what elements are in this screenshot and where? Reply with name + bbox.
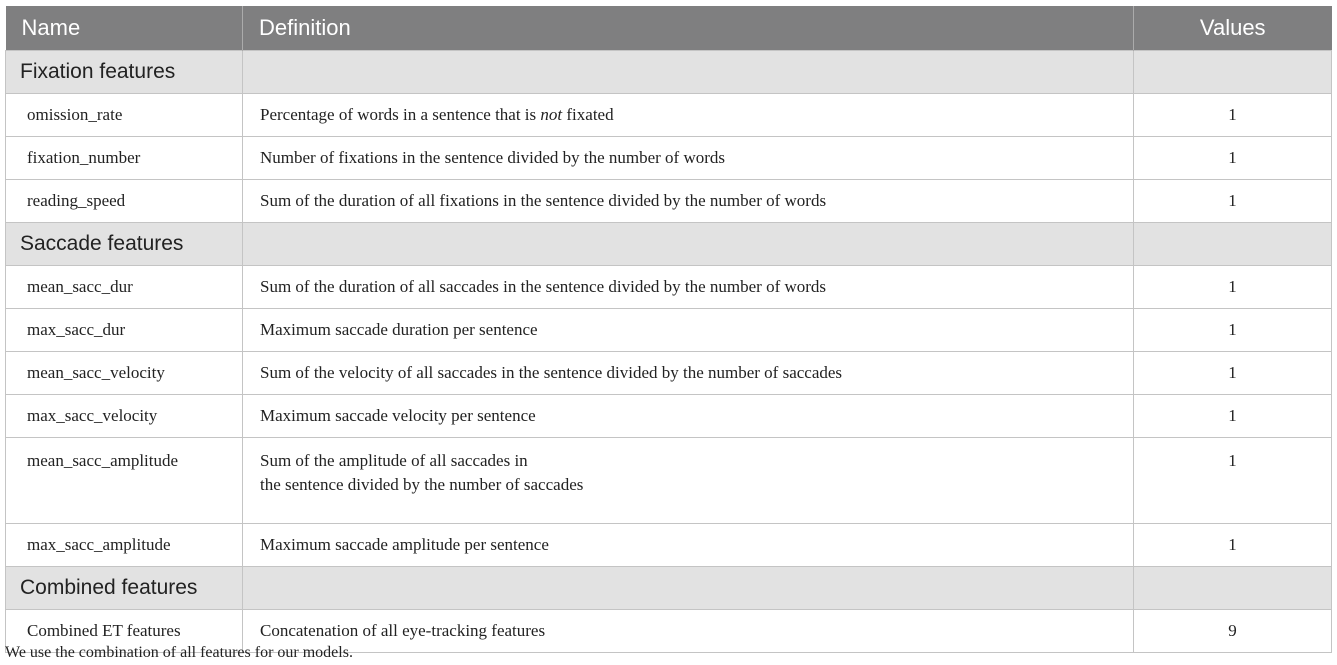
feature-name: max_sacc_velocity [6,395,243,438]
section-empty-cell [243,223,1134,266]
feature-name: mean_sacc_velocity [6,352,243,395]
feature-definition [243,309,1134,352]
feature-value: 1 [1134,94,1332,137]
definition-text: Maximum saccade amplitude per sentence [260,535,549,554]
features-table [5,6,1332,653]
header-definition: Definition [243,6,1134,51]
definition-text: Maximum saccade duration per sentence [260,320,538,339]
table-row [6,137,1332,180]
section-title: Combined features [6,567,243,610]
feature-value: 1 [1134,524,1332,567]
feature-value: 1 [1134,266,1332,309]
feature-name: fixation_number [6,137,243,180]
feature-value: 1 [1134,309,1332,352]
feature-definition [243,395,1134,438]
feature-value: 1 [1134,438,1332,524]
feature-name: omission_rate [6,94,243,137]
feature-definition [243,137,1134,180]
section-empty-cell [243,567,1134,610]
definition-text-line2: the sentence divided by the number of saccades [260,475,584,494]
feature-definition [243,94,1134,137]
feature-definition [243,266,1134,309]
feature-definition [243,438,1134,524]
table-row [6,524,1332,567]
definition-text: Concatenation of all eye-tracking features [260,621,546,640]
definition-text-after: fixated [562,105,614,124]
feature-definition [243,610,1134,653]
table-row [6,352,1332,395]
table-header-row [6,6,1332,51]
feature-value: 1 [1134,395,1332,438]
feature-name: Combined ET features [6,610,243,653]
table-footnote: We use the combination of all features for our models. [5,644,353,661]
header-values: Values [1134,6,1332,51]
table-row [6,438,1332,524]
feature-value: 9 [1134,610,1332,653]
definition-text: Number of fixations in the sentence divided by the number of words [260,148,726,167]
header-name: Name [6,6,243,51]
table-body [6,51,1332,653]
definition-text: Sum of the velocity of all saccades in the sentence divided by the number of saccades [260,363,843,382]
feature-name: mean_sacc_amplitude [6,438,243,524]
definition-text: Sum of the duration of all fixations in the sentence divided by the number of words [260,191,827,210]
section-header-row [6,51,1332,94]
table-row [6,395,1332,438]
definition-emphasis: not [540,105,563,124]
section-empty-cell [1134,223,1332,266]
definition-text: Percentage of words in a sentence that is [260,105,541,124]
feature-name: reading_speed [6,180,243,223]
table-row [6,94,1332,137]
section-title: Fixation features [6,51,243,94]
section-header-row [6,567,1332,610]
definition-text: Maximum saccade velocity per sentence [260,406,536,425]
section-header-row [6,223,1332,266]
feature-value: 1 [1134,180,1332,223]
feature-name: max_sacc_dur [6,309,243,352]
feature-definition [243,352,1134,395]
definition-text: Sum of the duration of all saccades in the sentence divided by the number of words [260,277,827,296]
section-title: Saccade features [6,223,243,266]
table-row [6,309,1332,352]
feature-definition [243,524,1134,567]
feature-value: 1 [1134,352,1332,395]
section-empty-cell [1134,567,1332,610]
section-empty-cell [1134,51,1332,94]
table-row [6,266,1332,309]
feature-name: max_sacc_amplitude [6,524,243,567]
table-row [6,180,1332,223]
definition-text: Sum of the amplitude of all saccades in [260,451,528,470]
section-empty-cell [243,51,1134,94]
feature-definition [243,180,1134,223]
feature-value: 1 [1134,137,1332,180]
feature-name: mean_sacc_dur [6,266,243,309]
